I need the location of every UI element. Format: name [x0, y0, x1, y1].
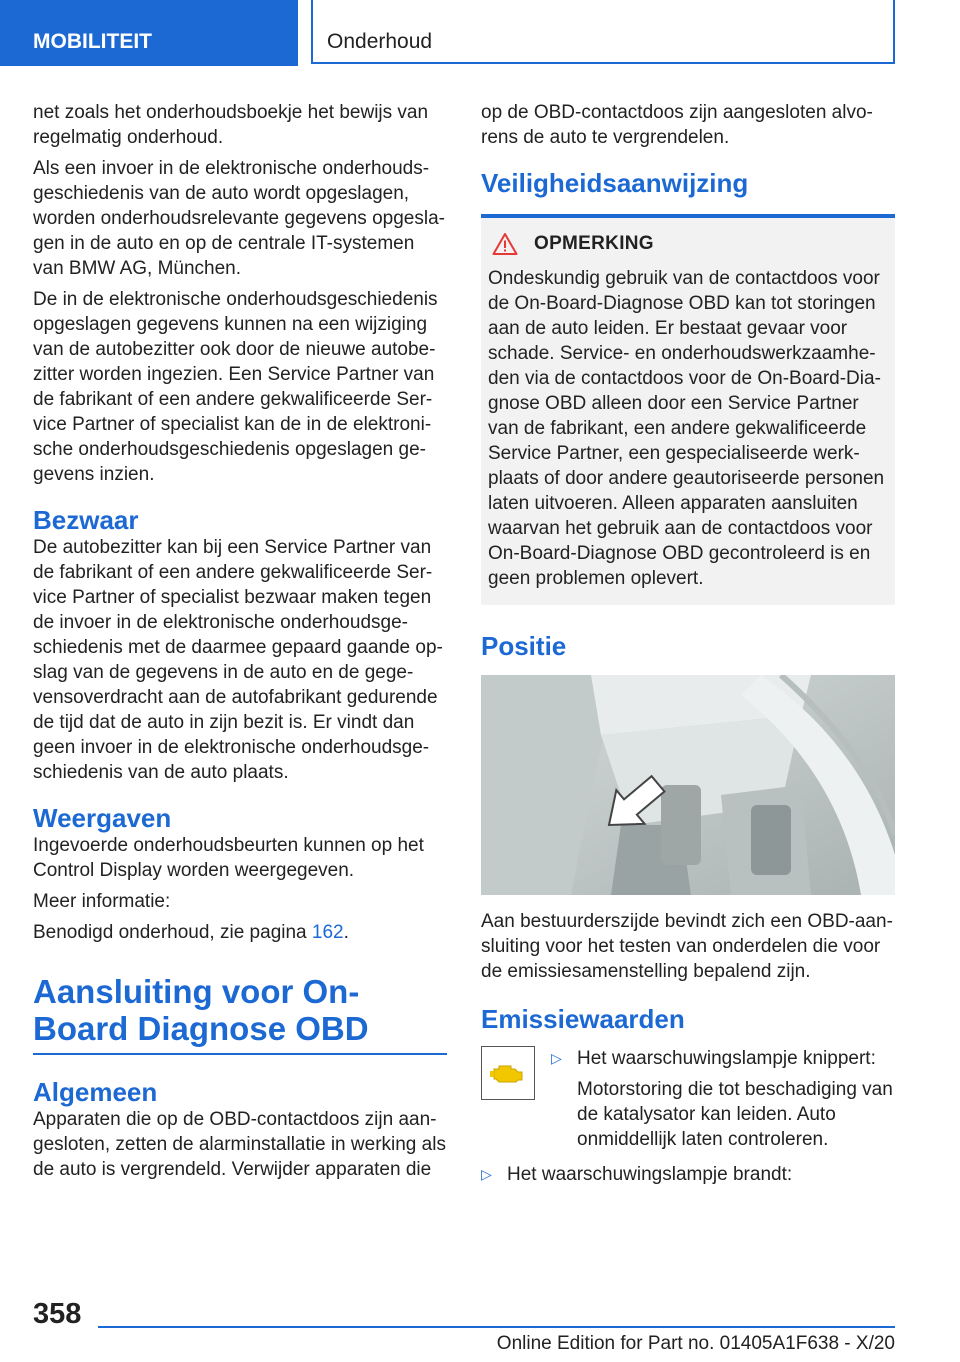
paragraph-algemeen: Apparaten die op de OBD-contactdoos zijn aangesloten, zetten de alarminstallatie in werking als de auto is vergrendeld. Verwijder apparaten die [33, 1109, 446, 1180]
obd-location-photo [481, 675, 895, 895]
list-item [481, 1162, 895, 1187]
heading-algemeen: Algemeen [33, 1077, 158, 1107]
heading-weergaven: Weergaven [33, 803, 172, 833]
bullet-triangle-icon: ▷ [481, 1166, 492, 1182]
warning-header [488, 232, 887, 256]
benodigd-period: . [343, 922, 349, 943]
warning-title: OPMERKING [534, 233, 654, 254]
left-column [33, 100, 447, 1188]
paragraph-weergaven: Ingevoerde onderhoudsbeurten kunnen op het Control Display worden weergegeven. [33, 835, 424, 881]
page-link-162[interactable]: 162 [311, 922, 344, 943]
paragraph-meer-informatie: Meer informatie: [33, 891, 171, 912]
heading-positie: Positie [481, 631, 567, 661]
header-section-label: MOBILITEIT [33, 30, 152, 53]
list-item-text: Het waarschuwingslampje knippert: [577, 1048, 876, 1069]
warning-triangle-icon [492, 232, 518, 256]
emission-item-flashing-text [551, 1046, 895, 1158]
heading-emissiewaarden: Emissiewaarden [481, 1004, 685, 1034]
paragraph-bezwaar: De autobezitter kan bij een Service Partner van de fabrikant of een andere gekwalificeerde Service Partner of specialist bezwaar maken tegen de invoer in de elektronische onderhoudsgeschiedenis met de daarmee gepaard gaande opslag van de gegevens in de auto en de gegevensoverdracht aan de autofabrikant gedurende de tijd dat de auto in zijn bezit is. Er vindt dan geen invoer in de elektronische onderhoudsgeschiedenis van de auto plaats. [33, 537, 443, 783]
list-item-text: Het waarschuwingslampje brandt: [507, 1164, 793, 1185]
footer-edition: Online Edition for Part no. 01405A1F638 - X/20 [496, 1333, 895, 1354]
header-chapter-label: Onderhoud [327, 30, 433, 53]
heading-bezwaar: Bezwaar [33, 505, 139, 535]
paragraph-benodigd [33, 920, 447, 945]
list-item-subtext: Motorstoring die tot beschadiging van de katalysator kan leiden. Auto onmiddellijk laten controleren. [577, 1079, 893, 1150]
benodigd-text: Benodigd onderhoud, zie pagina [33, 922, 312, 943]
heading-veiligheidsaanwijzing: Veiligheidsaanwijzing [481, 168, 749, 198]
check-engine-lamp [481, 1046, 535, 1100]
paragraph-positie: Aan bestuurderszijde bevindt zich een OBD-aansluiting voor het testen van onderdelen die voor de emissiesamenstelling bepalend zijn. [481, 911, 893, 982]
paragraph-continued: op de OBD-contactdoos zijn aangesloten alvorens de auto te vergrendelen. [481, 102, 873, 148]
footer-rule [98, 1326, 895, 1328]
header-chapter [311, 0, 895, 64]
paragraph-intro: net zoals het onderhoudsboekje het bewijs van regelmatig onderhoud. [33, 102, 429, 148]
list-item [551, 1046, 895, 1071]
paragraph-storage: Als een invoer in de elektronische onderhoudsgeschiedenis van de auto wordt opgeslagen, worden onderhoudsrelevante gegevens opgeslagen in de auto en op de centrale IT-systemen van BMW AG, München. [33, 158, 445, 279]
paragraph-history: De in de elektronische onderhoudsgeschiedenis opgeslagen gegevens kunnen na een wijziging van de autobezitter ook door de nieuwe autobezitter worden ingezien. Een Service Partner van de fabrikant of een andere gekwalificeerde Service Partner of specialist kan de in de elektronische onderhoudsgeschiedenis opgeslagen gegevens inzien. [33, 289, 438, 485]
right-column [481, 100, 895, 1187]
header-section-tab [0, 0, 298, 66]
warning-text: Ondeskundig gebruik van de contactdoos voor de On-Board-Diagnose OBD kan tot storingen aan de auto leiden. Er bestaat gevaar voor schade. Service- en onderhoudswerkzaamheden via de contactdoos voor de On-Board-Diagnose OBD alleen door een Service Partner van de fabrikant, een andere gekwalificeerde Service Partner, een gespecialiseerde werkplaats of door andere geautoriseerde personen laten uitvoeren. Alleen apparaten aansluiten waarvan het gebruik aan de contactdoos voor On-Board-Diagnose OBD gecontroleerd is en geen problemen oplevert. [488, 268, 885, 589]
bullet-triangle-icon: ▷ [551, 1050, 562, 1066]
emission-item-flashing [481, 1046, 895, 1158]
heading-obd: Aansluiting voor On-Board Diagnose OBD [33, 973, 447, 1055]
check-engine-icon [489, 1061, 527, 1085]
warning-box [481, 218, 895, 605]
page-number: 358 [33, 1298, 82, 1330]
